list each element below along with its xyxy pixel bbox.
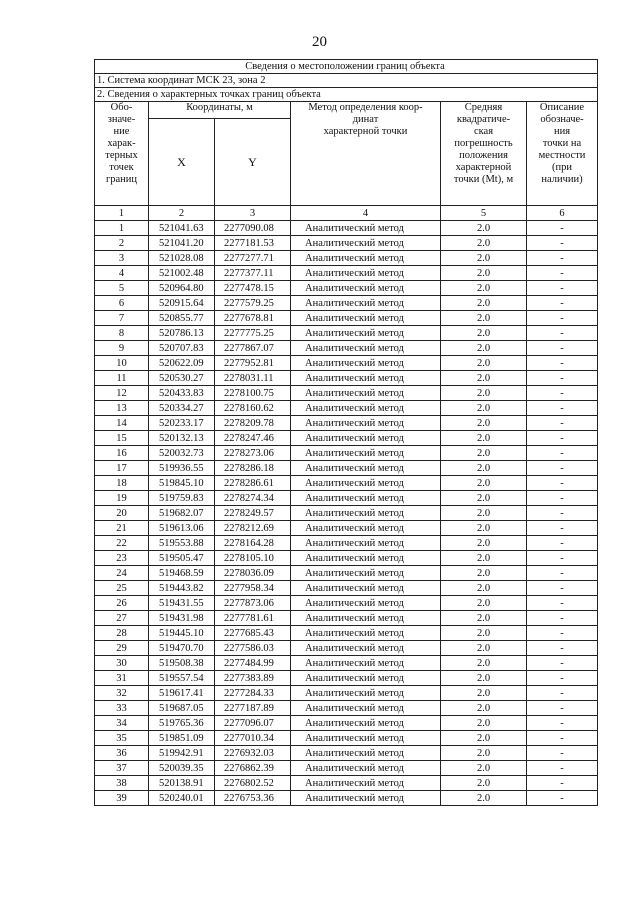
- table-row: [95, 626, 598, 641]
- method-cell: Аналитический метод: [291, 641, 441, 656]
- method-cell: Аналитический метод: [291, 596, 441, 611]
- coord-y: 2277096.07: [215, 716, 291, 731]
- coord-y: 2277867.07: [215, 341, 291, 356]
- table-row: [95, 251, 598, 266]
- coord-x: 519468.59: [149, 566, 215, 581]
- method-cell: Аналитический метод: [291, 476, 441, 491]
- point-number: 3: [95, 251, 149, 266]
- error-cell: 2.0: [441, 506, 527, 521]
- table-row: [95, 341, 598, 356]
- description-cell: -: [527, 521, 598, 536]
- error-cell: 2.0: [441, 446, 527, 461]
- point-number: 32: [95, 686, 149, 701]
- point-number: 11: [95, 371, 149, 386]
- method-cell: Аналитический метод: [291, 731, 441, 746]
- method-cell: Аналитический метод: [291, 656, 441, 671]
- point-number: 34: [95, 716, 149, 731]
- table-row: [95, 326, 598, 341]
- coord-y: 2278031.11: [215, 371, 291, 386]
- point-number: 16: [95, 446, 149, 461]
- coord-y: 2277685.43: [215, 626, 291, 641]
- description-cell: -: [527, 356, 598, 371]
- description-cell: -: [527, 401, 598, 416]
- description-cell: -: [527, 536, 598, 551]
- coord-x: 520132.13: [149, 431, 215, 446]
- boundary-points-table: [94, 59, 598, 806]
- coord-y: 2277377.11: [215, 266, 291, 281]
- point-number: 7: [95, 311, 149, 326]
- coord-y: 2277586.03: [215, 641, 291, 656]
- description-cell: -: [527, 671, 598, 686]
- coord-x: 520138.91: [149, 776, 215, 791]
- coord-x: 520786.13: [149, 326, 215, 341]
- coord-y: 2278164.28: [215, 536, 291, 551]
- table-row: [95, 431, 598, 446]
- table-body: [95, 221, 598, 806]
- method-cell: Аналитический метод: [291, 746, 441, 761]
- error-cell: 2.0: [441, 281, 527, 296]
- coord-y: 2278273.06: [215, 446, 291, 461]
- coord-y: 2278247.46: [215, 431, 291, 446]
- table-row: [95, 596, 598, 611]
- error-cell: 2.0: [441, 356, 527, 371]
- error-cell: 2.0: [441, 686, 527, 701]
- point-number: 19: [95, 491, 149, 506]
- method-cell: Аналитический метод: [291, 716, 441, 731]
- error-cell: 2.0: [441, 461, 527, 476]
- coord-y: 2278209.78: [215, 416, 291, 431]
- error-cell: 2.0: [441, 731, 527, 746]
- point-number: 36: [95, 746, 149, 761]
- coord-x: 519765.36: [149, 716, 215, 731]
- coord-y: 2277484.99: [215, 656, 291, 671]
- error-cell: 2.0: [441, 776, 527, 791]
- table-row: [95, 476, 598, 491]
- method-cell: Аналитический метод: [291, 611, 441, 626]
- method-cell: Аналитический метод: [291, 236, 441, 251]
- method-cell: Аналитический метод: [291, 671, 441, 686]
- coord-y: 2278274.34: [215, 491, 291, 506]
- coord-x: 520915.64: [149, 296, 215, 311]
- method-cell: Аналитический метод: [291, 311, 441, 326]
- coord-y: 2277775.25: [215, 326, 291, 341]
- description-cell: -: [527, 656, 598, 671]
- error-cell: 2.0: [441, 326, 527, 341]
- description-cell: -: [527, 506, 598, 521]
- coord-x: 520530.27: [149, 371, 215, 386]
- method-cell: Аналитический метод: [291, 776, 441, 791]
- point-number: 18: [95, 476, 149, 491]
- method-cell: Аналитический метод: [291, 371, 441, 386]
- table-row: [95, 401, 598, 416]
- point-number: 8: [95, 326, 149, 341]
- table-row: [95, 656, 598, 671]
- method-cell: Аналитический метод: [291, 686, 441, 701]
- point-number: 25: [95, 581, 149, 596]
- coord-x: 520964.80: [149, 281, 215, 296]
- point-number: 23: [95, 551, 149, 566]
- coord-y: 2277579.25: [215, 296, 291, 311]
- table-row: [95, 716, 598, 731]
- table-row: [95, 686, 598, 701]
- point-number: 30: [95, 656, 149, 671]
- description-cell: -: [527, 251, 598, 266]
- header-error: Средняя квадратиче- ская погрешность положения характерной точки (Mt), м: [441, 102, 527, 206]
- points-section-title: 2. Сведения о характерных точках границ объекта: [95, 88, 598, 102]
- point-number: 13: [95, 401, 149, 416]
- coord-x: 519557.54: [149, 671, 215, 686]
- table-row: [95, 761, 598, 776]
- table-row: [95, 461, 598, 476]
- description-cell: -: [527, 641, 598, 656]
- error-cell: 2.0: [441, 611, 527, 626]
- coordinate-system: 1. Система координат МСК 23, зона 2: [95, 74, 598, 88]
- description-cell: -: [527, 461, 598, 476]
- description-cell: -: [527, 551, 598, 566]
- coord-x: 520233.17: [149, 416, 215, 431]
- coord-y: 2278212.69: [215, 521, 291, 536]
- method-cell: Аналитический метод: [291, 761, 441, 776]
- point-number: 37: [95, 761, 149, 776]
- coord-y: 2277181.53: [215, 236, 291, 251]
- header-point-label: Обо- значе- ние харак- терных точек границ: [95, 102, 149, 206]
- coord-y: 2276802.52: [215, 776, 291, 791]
- coord-x: 519845.10: [149, 476, 215, 491]
- error-cell: 2.0: [441, 311, 527, 326]
- description-cell: -: [527, 386, 598, 401]
- column-number: 1: [95, 206, 149, 221]
- coord-y: 2277383.89: [215, 671, 291, 686]
- coord-y: 2278036.09: [215, 566, 291, 581]
- table-row: [95, 266, 598, 281]
- point-number: 26: [95, 596, 149, 611]
- coord-y: 2277781.61: [215, 611, 291, 626]
- section2-row: [95, 88, 598, 102]
- coord-x: 519682.07: [149, 506, 215, 521]
- error-cell: 2.0: [441, 221, 527, 236]
- table-row: [95, 311, 598, 326]
- description-cell: -: [527, 476, 598, 491]
- coord-x: 519445.10: [149, 626, 215, 641]
- description-cell: -: [527, 626, 598, 641]
- coord-x: 519443.82: [149, 581, 215, 596]
- error-cell: 2.0: [441, 716, 527, 731]
- table-row: [95, 731, 598, 746]
- page-number: 20: [312, 34, 327, 50]
- point-number: 10: [95, 356, 149, 371]
- header-method: Метод определения коор- динат характерной точки: [291, 102, 441, 206]
- description-cell: -: [527, 371, 598, 386]
- error-cell: 2.0: [441, 671, 527, 686]
- table-row: [95, 566, 598, 581]
- description-cell: -: [527, 731, 598, 746]
- coord-x: 520334.27: [149, 401, 215, 416]
- coord-y: 2276753.36: [215, 791, 291, 806]
- header-description: Описание обозначе- ния точки на местности (при наличии): [527, 102, 598, 206]
- error-cell: 2.0: [441, 746, 527, 761]
- error-cell: 2.0: [441, 791, 527, 806]
- point-number: 33: [95, 701, 149, 716]
- coord-x: 519942.91: [149, 746, 215, 761]
- coord-x: 519431.55: [149, 596, 215, 611]
- description-cell: -: [527, 686, 598, 701]
- method-cell: Аналитический метод: [291, 461, 441, 476]
- coord-x: 519553.88: [149, 536, 215, 551]
- description-cell: -: [527, 491, 598, 506]
- error-cell: 2.0: [441, 701, 527, 716]
- coord-x: 519687.05: [149, 701, 215, 716]
- table-row: [95, 551, 598, 566]
- table-row: [95, 236, 598, 251]
- method-cell: Аналитический метод: [291, 506, 441, 521]
- description-cell: -: [527, 266, 598, 281]
- error-cell: 2.0: [441, 296, 527, 311]
- method-cell: Аналитический метод: [291, 341, 441, 356]
- description-cell: -: [527, 341, 598, 356]
- description-cell: -: [527, 611, 598, 626]
- column-number: 3: [215, 206, 291, 221]
- coord-y: 2277090.08: [215, 221, 291, 236]
- error-cell: 2.0: [441, 341, 527, 356]
- method-cell: Аналитический метод: [291, 551, 441, 566]
- coord-y: 2278100.75: [215, 386, 291, 401]
- coord-x: 519851.09: [149, 731, 215, 746]
- description-cell: -: [527, 746, 598, 761]
- error-cell: 2.0: [441, 641, 527, 656]
- column-number: 4: [291, 206, 441, 221]
- coord-x: 520855.77: [149, 311, 215, 326]
- coord-y: 2277277.71: [215, 251, 291, 266]
- coord-y: 2277010.34: [215, 731, 291, 746]
- description-cell: -: [527, 236, 598, 251]
- point-number: 28: [95, 626, 149, 641]
- point-number: 2: [95, 236, 149, 251]
- description-cell: -: [527, 581, 598, 596]
- coord-x: 520032.73: [149, 446, 215, 461]
- method-cell: Аналитический метод: [291, 386, 441, 401]
- method-cell: Аналитический метод: [291, 401, 441, 416]
- column-number-row: [95, 206, 598, 221]
- coord-y: 2277284.33: [215, 686, 291, 701]
- error-cell: 2.0: [441, 416, 527, 431]
- coord-y: 2277958.34: [215, 581, 291, 596]
- description-cell: -: [527, 221, 598, 236]
- error-cell: 2.0: [441, 566, 527, 581]
- error-cell: 2.0: [441, 761, 527, 776]
- method-cell: Аналитический метод: [291, 281, 441, 296]
- coord-x: 519617.41: [149, 686, 215, 701]
- method-cell: Аналитический метод: [291, 326, 441, 341]
- table-row: [95, 296, 598, 311]
- coord-y: 2277678.81: [215, 311, 291, 326]
- table-row: [95, 536, 598, 551]
- point-number: 27: [95, 611, 149, 626]
- method-cell: Аналитический метод: [291, 521, 441, 536]
- coord-y: 2278105.10: [215, 551, 291, 566]
- description-cell: -: [527, 596, 598, 611]
- error-cell: 2.0: [441, 626, 527, 641]
- point-number: 22: [95, 536, 149, 551]
- description-cell: -: [527, 776, 598, 791]
- header-coordinates: Координаты, м: [149, 102, 291, 119]
- description-cell: -: [527, 311, 598, 326]
- point-number: 1: [95, 221, 149, 236]
- coord-y: 2278286.18: [215, 461, 291, 476]
- coord-x: 519470.70: [149, 641, 215, 656]
- coord-x: 520240.01: [149, 791, 215, 806]
- point-number: 29: [95, 641, 149, 656]
- point-number: 6: [95, 296, 149, 311]
- table-row: [95, 221, 598, 236]
- method-cell: Аналитический метод: [291, 791, 441, 806]
- point-number: 38: [95, 776, 149, 791]
- description-cell: -: [527, 791, 598, 806]
- coord-y: 2278249.57: [215, 506, 291, 521]
- point-number: 20: [95, 506, 149, 521]
- point-number: 15: [95, 431, 149, 446]
- description-cell: -: [527, 701, 598, 716]
- error-cell: 2.0: [441, 536, 527, 551]
- coord-x: 521028.08: [149, 251, 215, 266]
- description-cell: -: [527, 446, 598, 461]
- coord-x: 519508.38: [149, 656, 215, 671]
- point-number: 9: [95, 341, 149, 356]
- point-number: 17: [95, 461, 149, 476]
- coord-y: 2277952.81: [215, 356, 291, 371]
- table-title: Сведения о местоположении границ объекта: [95, 60, 598, 74]
- description-cell: -: [527, 296, 598, 311]
- point-number: 21: [95, 521, 149, 536]
- error-cell: 2.0: [441, 596, 527, 611]
- coord-x: 521041.20: [149, 236, 215, 251]
- table-row: [95, 641, 598, 656]
- coord-x: 521041.63: [149, 221, 215, 236]
- table-row: [95, 491, 598, 506]
- coord-x: 520622.09: [149, 356, 215, 371]
- error-cell: 2.0: [441, 371, 527, 386]
- error-cell: 2.0: [441, 251, 527, 266]
- table-row: [95, 506, 598, 521]
- point-number: 39: [95, 791, 149, 806]
- method-cell: Аналитический метод: [291, 296, 441, 311]
- coord-x: 520707.83: [149, 341, 215, 356]
- header-row: [95, 102, 598, 119]
- method-cell: Аналитический метод: [291, 431, 441, 446]
- table-row: [95, 611, 598, 626]
- table-row: [95, 356, 598, 371]
- table-row: [95, 446, 598, 461]
- column-number: 6: [527, 206, 598, 221]
- description-cell: -: [527, 281, 598, 296]
- description-cell: -: [527, 761, 598, 776]
- coord-x: 519431.98: [149, 611, 215, 626]
- point-number: 24: [95, 566, 149, 581]
- header-y: Y: [215, 119, 291, 206]
- table-row: [95, 581, 598, 596]
- coord-y: 2278286.61: [215, 476, 291, 491]
- table-title-row: [95, 60, 598, 74]
- table-row: [95, 776, 598, 791]
- point-number: 5: [95, 281, 149, 296]
- error-cell: 2.0: [441, 491, 527, 506]
- coord-x: 519936.55: [149, 461, 215, 476]
- method-cell: Аналитический метод: [291, 626, 441, 641]
- coord-x: 520433.83: [149, 386, 215, 401]
- coord-x: 519505.47: [149, 551, 215, 566]
- error-cell: 2.0: [441, 431, 527, 446]
- method-cell: Аналитический метод: [291, 536, 441, 551]
- coord-y: 2277187.89: [215, 701, 291, 716]
- method-cell: Аналитический метод: [291, 581, 441, 596]
- table-row: [95, 386, 598, 401]
- error-cell: 2.0: [441, 386, 527, 401]
- error-cell: 2.0: [441, 521, 527, 536]
- coord-x: 521002.48: [149, 266, 215, 281]
- error-cell: 2.0: [441, 656, 527, 671]
- column-number: 5: [441, 206, 527, 221]
- point-number: 14: [95, 416, 149, 431]
- table-row: [95, 521, 598, 536]
- section1-row: [95, 74, 598, 88]
- point-number: 35: [95, 731, 149, 746]
- table-row: [95, 701, 598, 716]
- coord-x: 519759.83: [149, 491, 215, 506]
- point-number: 12: [95, 386, 149, 401]
- description-cell: -: [527, 566, 598, 581]
- method-cell: Аналитический метод: [291, 251, 441, 266]
- method-cell: Аналитический метод: [291, 221, 441, 236]
- method-cell: Аналитический метод: [291, 416, 441, 431]
- coord-x: 519613.06: [149, 521, 215, 536]
- table-row: [95, 671, 598, 686]
- column-number: 2: [149, 206, 215, 221]
- header-x: X: [149, 119, 215, 206]
- error-cell: 2.0: [441, 236, 527, 251]
- point-number: 4: [95, 266, 149, 281]
- method-cell: Аналитический метод: [291, 701, 441, 716]
- error-cell: 2.0: [441, 401, 527, 416]
- table-row: [95, 746, 598, 761]
- description-cell: -: [527, 716, 598, 731]
- coord-y: 2277873.06: [215, 596, 291, 611]
- error-cell: 2.0: [441, 551, 527, 566]
- coord-x: 520039.35: [149, 761, 215, 776]
- coord-y: 2276932.03: [215, 746, 291, 761]
- method-cell: Аналитический метод: [291, 266, 441, 281]
- error-cell: 2.0: [441, 266, 527, 281]
- coord-y: 2276862.39: [215, 761, 291, 776]
- error-cell: 2.0: [441, 581, 527, 596]
- table-row: [95, 281, 598, 296]
- table-row: [95, 371, 598, 386]
- description-cell: -: [527, 431, 598, 446]
- description-cell: -: [527, 326, 598, 341]
- table-row: [95, 416, 598, 431]
- coord-y: 2278160.62: [215, 401, 291, 416]
- method-cell: Аналитический метод: [291, 566, 441, 581]
- coord-y: 2277478.15: [215, 281, 291, 296]
- table-row: [95, 791, 598, 806]
- error-cell: 2.0: [441, 476, 527, 491]
- method-cell: Аналитический метод: [291, 356, 441, 371]
- description-cell: -: [527, 416, 598, 431]
- point-number: 31: [95, 671, 149, 686]
- method-cell: Аналитический метод: [291, 446, 441, 461]
- method-cell: Аналитический метод: [291, 491, 441, 506]
